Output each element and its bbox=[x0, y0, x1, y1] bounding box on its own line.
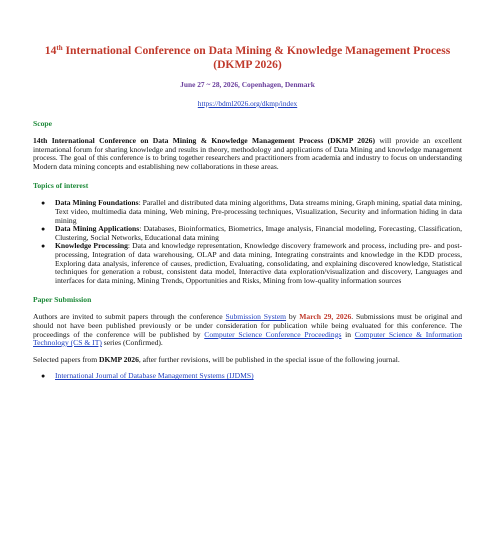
bullet-icon: ● bbox=[41, 225, 46, 234]
conference-title bbox=[33, 44, 462, 72]
submission-text-a: Authors are invited to submit papers through the conference bbox=[33, 312, 226, 322]
list-item bbox=[41, 371, 462, 381]
selected-text-a: Selected papers from bbox=[33, 354, 99, 364]
conference-dates: June 27 ~ 28, 2026, Copenhagen, Denmark bbox=[180, 80, 315, 89]
selected-text-b: , after further revisions, will be published in the special issue of the following journal. bbox=[138, 354, 400, 364]
title-ordinal: th bbox=[56, 44, 63, 52]
scope-heading: Scope bbox=[33, 119, 52, 128]
title-text: International Conference on Data Mining & Knowledge Management Process (DKMP 2026) bbox=[62, 44, 451, 71]
conference-acronym: DKMP 2026 bbox=[99, 354, 139, 364]
bullet-icon: ● bbox=[41, 372, 46, 381]
scope-lead: 14th International Conference on Data Mining & Knowledge Management Process (DKMP 2026) bbox=[33, 136, 376, 145]
title-number: 14 bbox=[44, 44, 57, 57]
topic-label: Data Mining Foundations bbox=[55, 198, 139, 208]
topic-label: Data Mining Applications bbox=[55, 224, 140, 234]
submission-text-b: by bbox=[286, 312, 300, 322]
selected-papers-paragraph bbox=[33, 356, 462, 365]
list-item bbox=[41, 198, 462, 225]
submission-system-link[interactable]: Submission System bbox=[225, 312, 287, 322]
submission-paragraph bbox=[33, 313, 462, 347]
bullet-icon: ● bbox=[41, 242, 46, 251]
conference-url bbox=[33, 99, 462, 109]
topic-text: : Parallel and distributed data mining algorithms, Data streams mining, Graph mining, spatial data mining, Text video, multimedia data mining, Web mining, Pre-processing techniques, Visualization, Security and information hiding in data mining bbox=[55, 198, 462, 225]
submission-deadline: March 29, 2026 bbox=[299, 312, 352, 322]
submission-text-e: series (Confirmed). bbox=[101, 338, 163, 348]
scope-paragraph bbox=[33, 137, 462, 171]
topics-list bbox=[33, 199, 462, 285]
submission-text-d: in bbox=[341, 329, 355, 339]
scope-text: will provide an excellent international forum for sharing knowledge and results in theory, methodology and applications of Data Mining and knowledge management process. The goal of this conference is to bring together researchers and practitioners from academia and industry to focus on understanding Modern data mining concepts and establishing new collaborations in these areas. bbox=[33, 136, 462, 171]
journal-link[interactable]: International Journal of Database Management Systems (IJDMS) bbox=[55, 371, 254, 381]
topic-text: : Data and knowledge representation, Knowledge discovery framework and process, including pre- and post-processing, Integration of data warehousing, OLAP and data mining, Integrating constraints and knowledge in the KDD process, Exploring data analysis, inference of causes, prediction, Evaluating, consolidating, and explaining discovered knowledge, Statistical techniques for generation a robust, consistent data model, Interactive data exploration/visualization and discovery, Languages and interfaces for data mining, Mining Trends, Opportunities and Risks, Mining from low-quality information sources bbox=[55, 241, 462, 285]
proceedings-link[interactable]: Computer Science Conference Proceedings bbox=[204, 329, 342, 339]
bullet-icon: ● bbox=[41, 199, 46, 208]
list-item bbox=[41, 241, 462, 285]
topic-label: Knowledge Processing bbox=[55, 241, 128, 251]
series-link[interactable]: Computer Science & Information Technology (CS & IT) bbox=[33, 329, 462, 348]
list-item bbox=[41, 224, 463, 242]
conference-url-link[interactable]: https://bdml2026.org/dkmp/index bbox=[197, 99, 298, 108]
topic-text: : Databases, Bioinformatics, Biometrics, Image analysis, Financial modeling, Forecasting, Classification, Clustering, Social Networks, Educational data mining bbox=[55, 224, 463, 242]
page bbox=[0, 44, 495, 539]
journals-list bbox=[33, 372, 462, 381]
submission-heading: Paper Submission bbox=[33, 295, 92, 305]
topics-heading: Topics of interest bbox=[33, 181, 89, 191]
submission-text-c: . Submissions must be original and should not have been published previously or be under consideration for publication while being evaluated for this conference. The proceedings of the conference will be published by bbox=[33, 312, 463, 339]
